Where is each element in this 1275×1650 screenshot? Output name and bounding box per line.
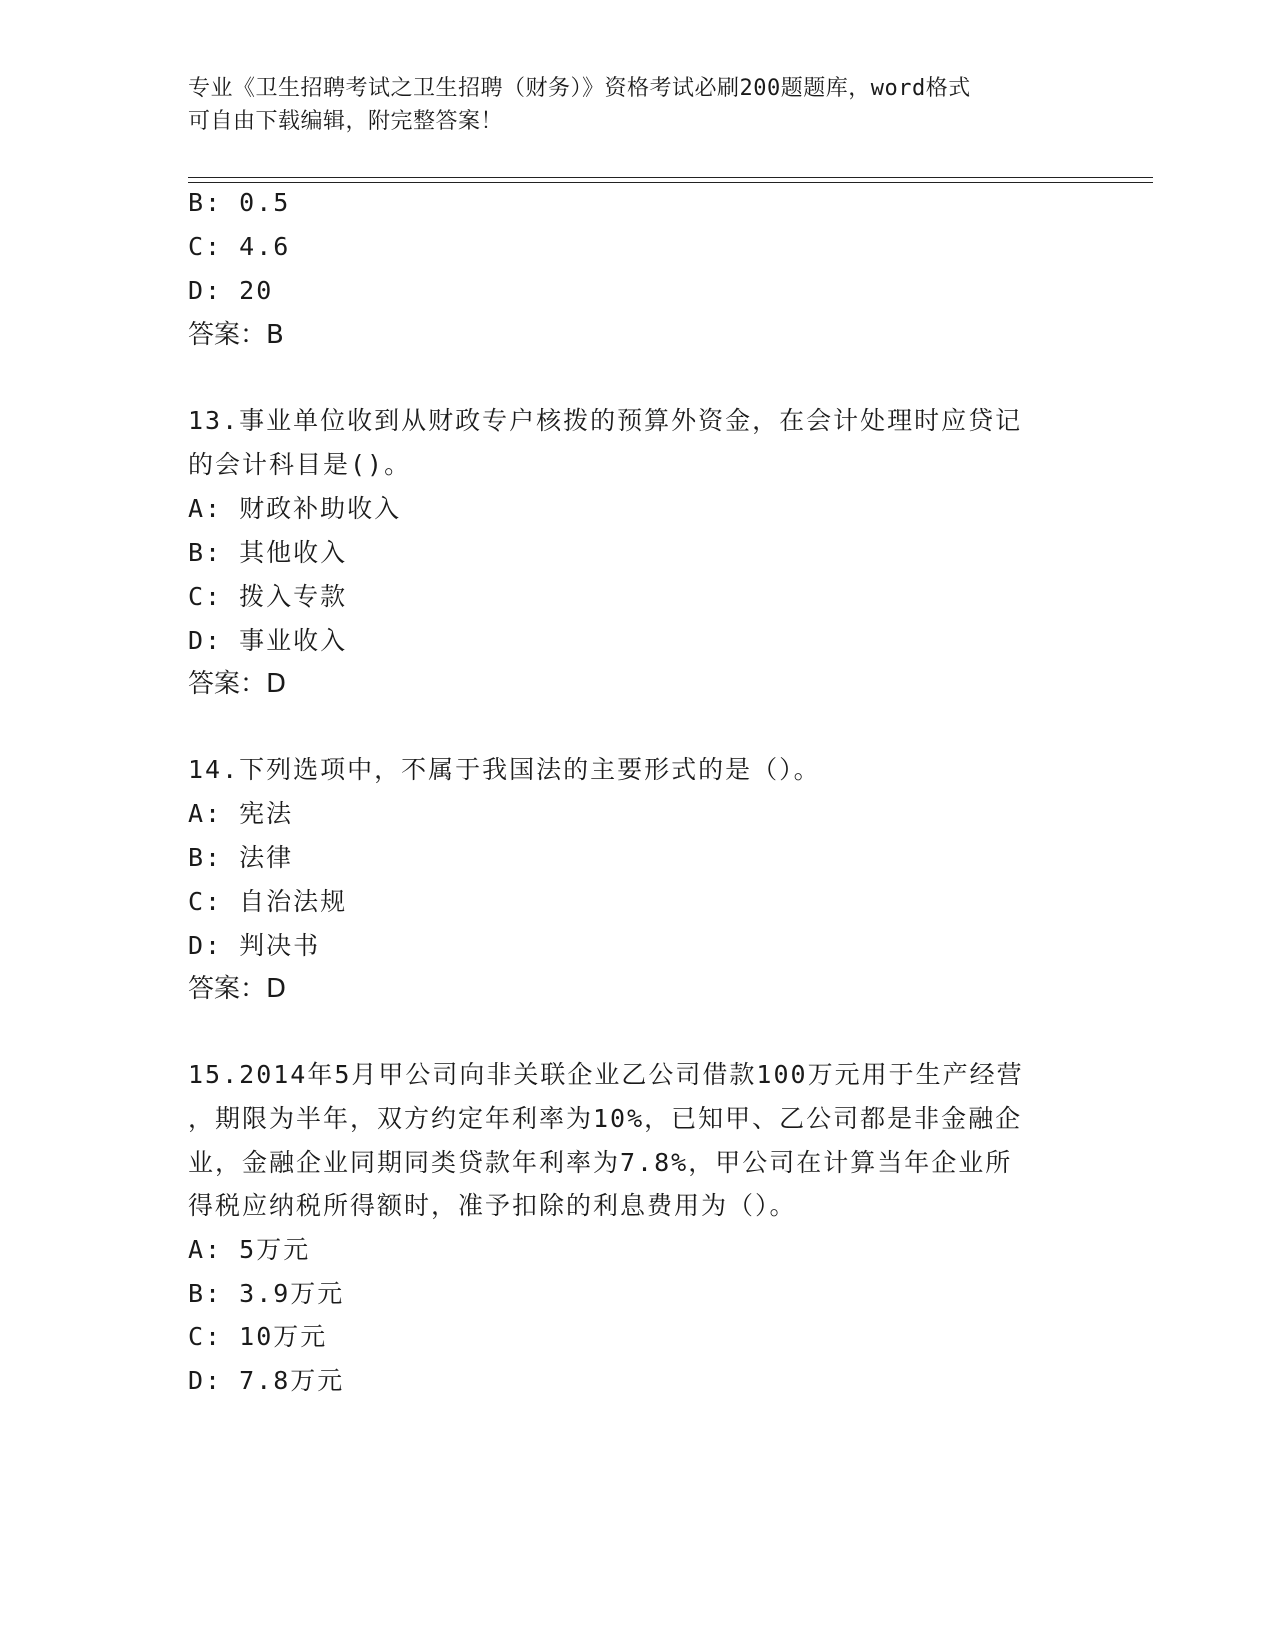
option-a: A: 宪法 — [188, 799, 294, 828]
option-b: B: 3.9万元 — [188, 1279, 345, 1308]
option-c: C: 拨入专款 — [188, 582, 348, 611]
question-stem-line-2: 的会计科目是()。 — [188, 450, 412, 479]
header-line-1: 专业《卫生招聘考试之卫生招聘（财务）》资格考试必刷200题题库，word格式 — [188, 76, 971, 101]
option-d: D: 20 — [188, 276, 274, 305]
option-b: B: 法律 — [188, 843, 294, 872]
question-stem-line-3: 业，金融企业同期同类贷款年利率为7.8%，甲公司在计算当年企业所 — [188, 1148, 1013, 1177]
answer-line: 答案：D — [188, 669, 287, 699]
header-line-2: 可自由下载编辑，附完整答案！ — [188, 109, 504, 134]
answer-line: 答案：B — [188, 320, 284, 350]
question-stem: 14.下列选项中，不属于我国法的主要形式的是（）。 — [188, 755, 821, 784]
option-d: D: 事业收入 — [188, 626, 348, 655]
header-divider-bottom — [188, 182, 1153, 183]
option-c: C: 10万元 — [188, 1322, 328, 1351]
option-a: A: 财政补助收入 — [188, 494, 402, 523]
question-stem-line-1: 13.事业单位收到从财政专户核拨的预算外资金，在会计处理时应贷记 — [188, 406, 1023, 435]
question-stem-line-2: ，期限为半年，双方约定年利率为10%，已知甲、乙公司都是非金融企 — [188, 1104, 1023, 1133]
option-c: C: 自治法规 — [188, 887, 348, 916]
option-d: D: 判决书 — [188, 931, 321, 960]
document-header — [188, 72, 1088, 138]
answer-line: 答案：D — [188, 974, 287, 1004]
header-divider-top — [188, 177, 1153, 178]
question-stem-line-1: 15.2014年5月甲公司向非关联企业乙公司借款100万元用于生产经营 — [188, 1060, 1024, 1089]
option-b: B: 其他收入 — [188, 538, 348, 567]
option-d: D: 7.8万元 — [188, 1366, 345, 1395]
question-stem-line-4: 得税应纳税所得额时，准予扣除的利息费用为（）。 — [188, 1191, 797, 1220]
option-a: A: 5万元 — [188, 1235, 311, 1264]
option-b: B: 0.5 — [188, 188, 291, 217]
option-c: C: 4.6 — [188, 232, 291, 261]
